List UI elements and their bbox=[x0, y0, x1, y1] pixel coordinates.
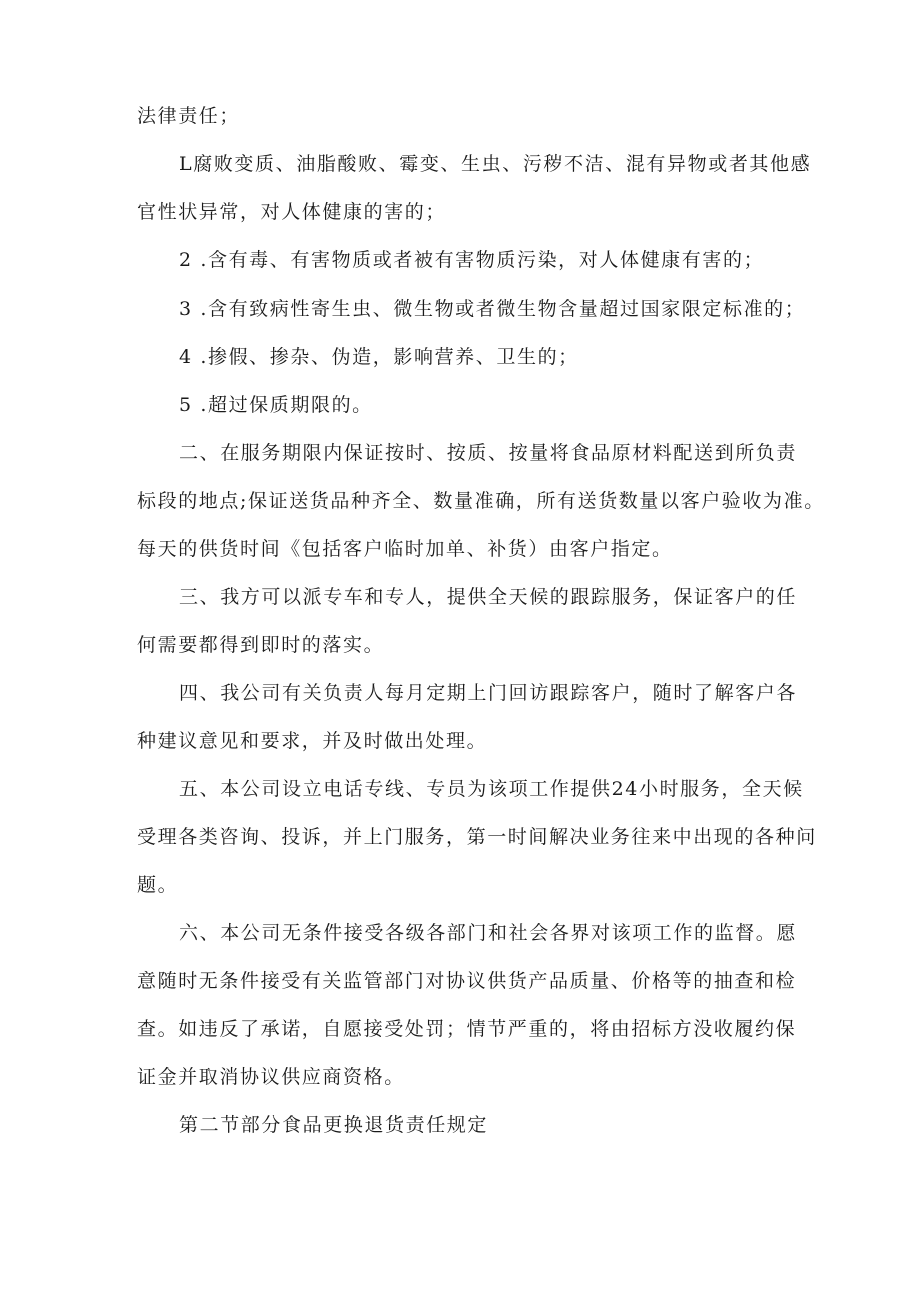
text-line: 证金并取消协议供应商资格。 bbox=[137, 1066, 405, 1088]
text-line: 标段的地点;保证送货品种齐全、数量准确，所有送货数量以客户验收为准。 bbox=[137, 490, 825, 512]
paragraph-four: 四、我公司有关负责人每月定期上门回访跟踪客户，随时了解客户各 bbox=[179, 682, 798, 704]
list-item-2: 2 .含有毒、有害物质或者被有害物质污染，对人体健康有害的； bbox=[179, 249, 765, 271]
text-line: 每天的供货时间《包括客户临时加单、补货）由客户指定。 bbox=[137, 538, 673, 560]
paragraph-six: 六、本公司无条件接受各级各部门和社会各界对该项工作的监督。愿 bbox=[179, 922, 798, 944]
text-line: 意随时无条件接受有关监管部门对协议供货产品质量、价格等的抽查和检 bbox=[137, 970, 797, 992]
list-item-3: 3 .含有致病性寄生虫、微生物或者微生物含量超过国家限定标准的； bbox=[179, 298, 806, 320]
list-item-5: 5 .超过保质期限的。 bbox=[179, 394, 373, 416]
text-line: 受理各类咨询、投诉，并上门服务，第一时间解决业务往来中出现的各种问 bbox=[137, 826, 817, 848]
text-line: 查。如违反了承诺，自愿接受处罚；情节严重的，将由招标方没收履约保 bbox=[137, 1018, 797, 1040]
text-line: 种建议意见和要求，并及时做出处理。 bbox=[137, 730, 488, 752]
text-line: 题。 bbox=[137, 874, 179, 896]
list-item-1: L腐败变质、油脂酸败、霉变、生虫、污秽不洁、混有异物或者其他感 bbox=[179, 153, 812, 175]
text-line: 官性状异常，对人体健康的害的； bbox=[137, 201, 447, 223]
list-item-4: 4 .掺假、掺杂、伪造，影响营养、卫生的； bbox=[179, 346, 579, 368]
text-line: 何需要都得到即时的落实。 bbox=[137, 634, 385, 656]
section-heading: 第二节部分食品更换退货责任规定 bbox=[179, 1114, 489, 1136]
paragraph-five: 五、本公司设立电话专线、专员为该项工作提供24小时服务，全天候 bbox=[179, 778, 804, 800]
paragraph-two: 二、在服务期限内保证按时、按质、按量将食品原材料配送到所负责 bbox=[179, 442, 798, 464]
text-line: 法律责任； bbox=[137, 105, 241, 127]
paragraph-three: 三、我方可以派专车和专人，提供全天候的跟踪服务，保证客户的任 bbox=[179, 586, 798, 608]
